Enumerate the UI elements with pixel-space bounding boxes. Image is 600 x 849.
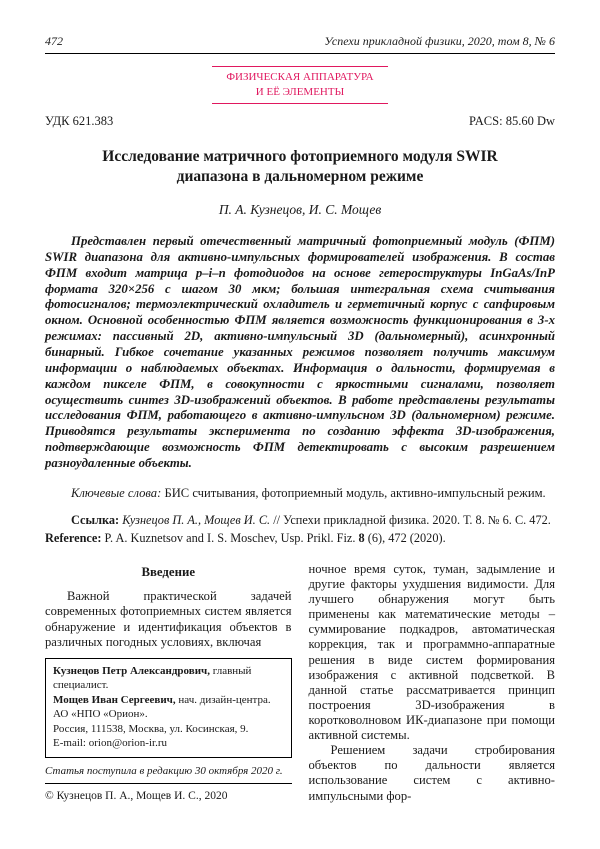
citation-ru	[45, 513, 555, 529]
intro-heading: Введение	[141, 564, 196, 579]
authors-line: П. А. Кузнецов, И. С. Мощев	[218, 201, 382, 217]
keywords-text: БИС считывания, фотоприемный модуль, активно-импульсный режим.	[164, 485, 546, 500]
section-banner	[212, 66, 387, 104]
footnote-line	[53, 722, 284, 737]
footnote-line	[53, 707, 284, 722]
footnote-line	[53, 664, 284, 693]
footer-rule	[45, 783, 292, 784]
keywords-paragraph	[45, 485, 555, 501]
footnote-affiliation: АО «НПО «Орион».	[53, 708, 148, 721]
footnote-author-name: Кузнецов Петр Александрович,	[53, 664, 210, 677]
footnote-email: E-mail: orion@orion-ir.ru	[53, 737, 167, 750]
right-column	[309, 562, 556, 804]
body-paragraph-1: ночное время суток, туман, задымление и другие факторы ухудшения видимости. Для лучшего обнаружения могут быть применены как математические методы – суммирование подкадров, автоматическая коррекция, так и программно-аппаратные решения в виде систем формирования изображения с активной подсветкой. В данной статье рассматривается принцип построения 3D-изображения в коротковолновом ИК-диапазоне при помощи активной системы.	[308, 561, 555, 743]
citation-ru-authors: Кузнецов П. А., Мощев И. С.	[122, 512, 271, 527]
article-title: Исследование матричного фотоприемного модуля SWIR диапазона в дальномерном режиме	[102, 147, 498, 185]
received-note: Статья поступила в редакцию 30 октября 2020 г.	[45, 764, 283, 777]
body-paragraph-2: Решением задачи стробирования объектов по дальности является использование систем с активно-импульсными фор-	[308, 743, 555, 803]
footnote-author-name: Мощев Иван Сергеевич,	[53, 693, 176, 706]
left-column	[45, 562, 292, 804]
pacs-code: PACS: 85.60 Dw	[468, 113, 555, 128]
citation-ru-tail: // Успехи прикладной физика. 2020. Т. 8. № 6. С. 472.	[273, 512, 551, 527]
keywords-label: Ключевые слова:	[71, 485, 162, 500]
header-rule	[45, 53, 555, 54]
footnote-author-role: главный специалист.	[53, 664, 252, 692]
citation-en	[45, 531, 555, 547]
citation-ru-label: Ссылка:	[71, 512, 120, 527]
two-column-body	[45, 562, 555, 804]
citation-en-pre: P. A. Kuznetsov and I. S. Moschev, Usp. Prikl. Fiz.	[104, 530, 356, 545]
page-number: 472	[45, 34, 63, 48]
citation-en-volume: 8	[358, 530, 365, 545]
citation-en-label: Reference:	[45, 530, 102, 545]
banner-line-1: ФИЗИЧЕСКАЯ АППАРАТУРА	[226, 71, 374, 83]
abstract-paragraph: Представлен первый отечественный матричный фотоприемный модуль (ФПМ) SWIR диапазона для активно-импульсных формирователей изображения. В состав ФПМ входит матрица p–i–n фотодиодов на основе гетероструктуры InGaAs/InP формата 320×256 с шагом 30 мкм; большая интегральная схема считывания фотосигналов; термоэлектрический охладитель и герметичный корпус с сапфировым окном. Основной особенностью ФПМ является возможность функционирования в 3-х режимах: пассивный 2D, активно-импульсный 3D (дальномерный), асинхронный бинарный. Гибкое сочетание указанных режимов позволяет получить максимум информации о наблюдаемых объектах. Информация о дальности, формируемая в каждом пикселе ФПМ, в совокупности с яркостными сигналами, позволяет осуществить синтез 3D-изображений объектов. В работе представлены результаты исследования ФПМ, работающего в активно-импульсном 3D (дальномерном) режиме. Приводятся результаты эксперимента по созданию эффекта 3D-изображения, подтверждающие возможность ФПМ детектировать с высоким разрешением разноудаленные объекты.	[45, 233, 555, 470]
journal-title: Успехи прикладной физики, 2020, том 8, № 6	[324, 34, 555, 48]
footnote-group	[45, 658, 292, 804]
footnote-box	[45, 658, 292, 758]
footnote-line	[53, 736, 284, 751]
citation-en-post: (6), 472 (2020).	[367, 530, 446, 545]
udk-code: УДК 621.383	[45, 113, 114, 128]
running-header	[45, 34, 555, 49]
codes-row	[45, 114, 555, 129]
intro-paragraph: Важной практической задачей современных фотоприемных систем является обнаружение и идентификация объектов в различных погодных условиях, включая	[45, 589, 292, 649]
banner-line-2: И ЕЁ ЭЛЕМЕНТЫ	[255, 85, 345, 98]
copyright-line: © Кузнецов П. А., Мощев И. С., 2020	[45, 789, 228, 802]
footnote-author-role: нач. дизайн-центра.	[175, 693, 271, 706]
footnote-address: Россия, 111538, Москва, ул. Косинская, 9.	[53, 722, 249, 735]
footnote-line	[53, 693, 284, 708]
